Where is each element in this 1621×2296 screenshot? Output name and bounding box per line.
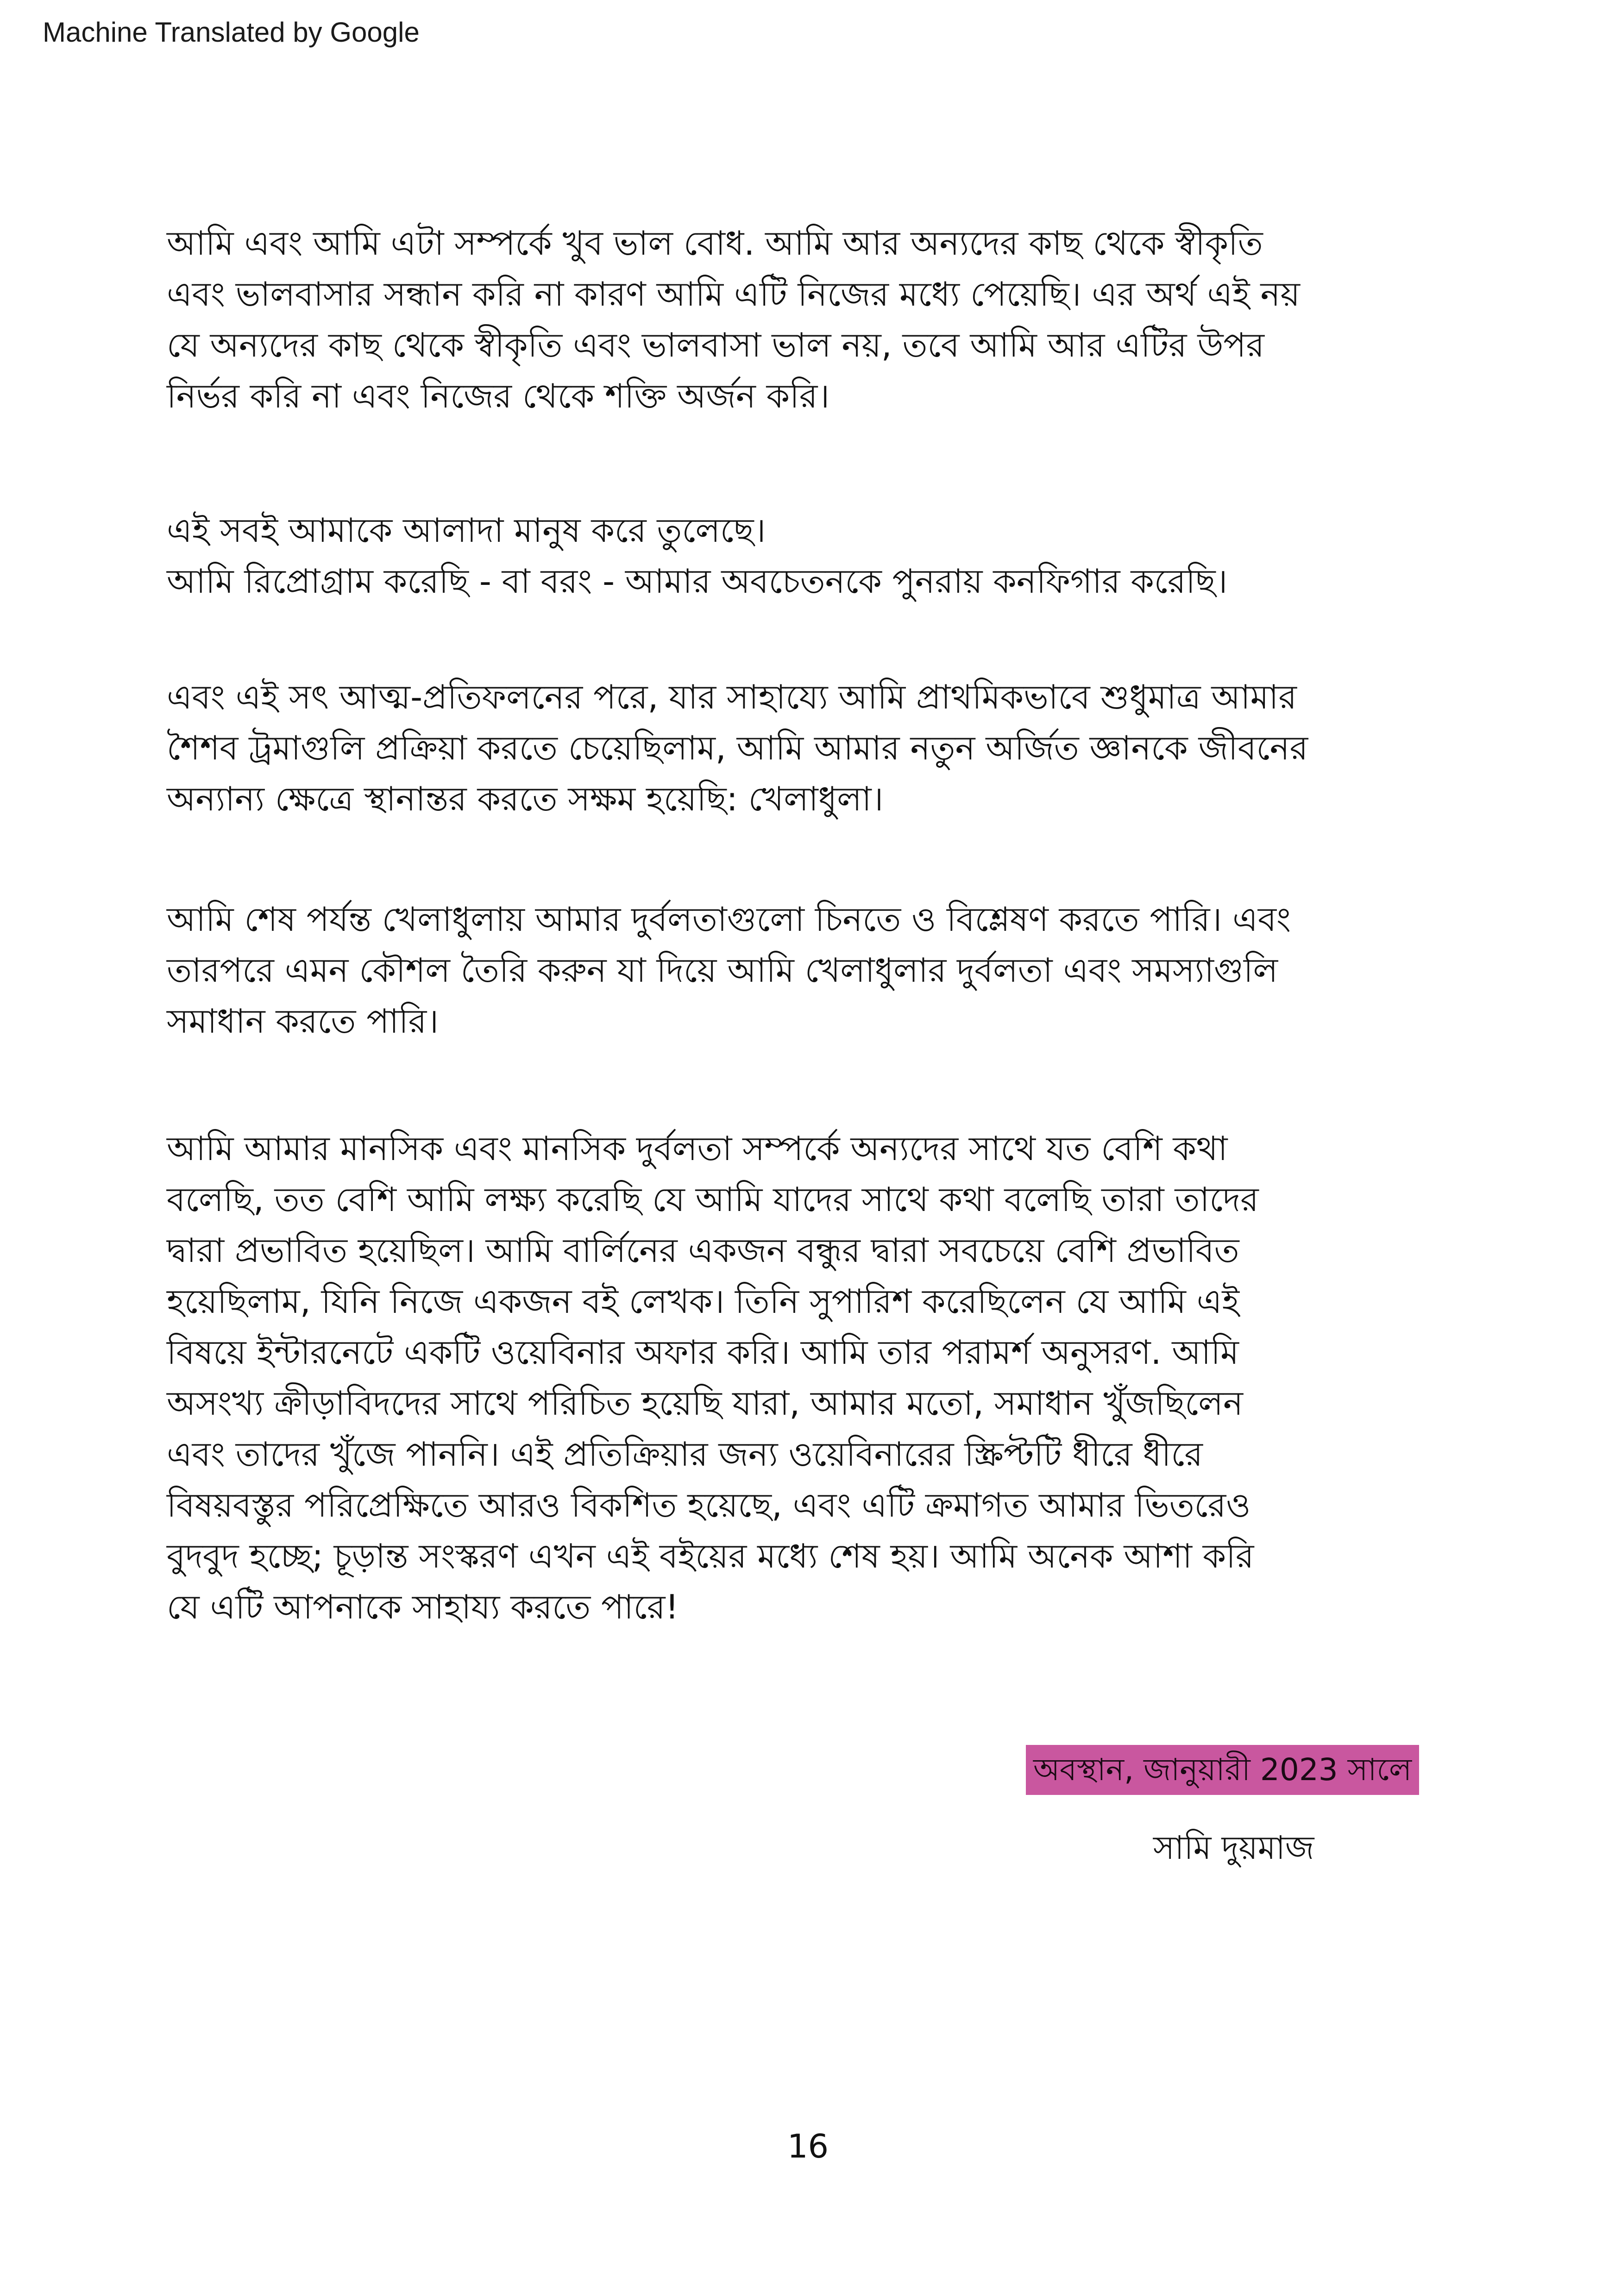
- paragraph-line: আমি আমার মানসিক এবং মানসিক দুর্বলতা সম্পর্কে অন্যদের সাথে যত বেশি কথা: [167, 1129, 1228, 1168]
- paragraph-line: এই সবই আমাকে আলাদা মানুষ করে তুলেছে।: [167, 511, 766, 550]
- paragraph-4: [167, 894, 1291, 1047]
- paragraph-line: আমি এবং আমি এটা সম্পর্কে খুব ভাল বোধ. আমি আর অন্যদের কাছ থেকে স্বীকৃতি: [167, 224, 1263, 263]
- paragraph-line: তারপরে এমন কৌশল তৈরি করুন যা দিয়ে আমি খেলাধুলার দুর্বলতা এবং সমস্যাগুলি: [167, 951, 1278, 990]
- paragraph-line: বিষয়ে ইন্টারনেটে একটি ওয়েবিনার অফার করি। আমি তার পরামর্শ অনুসরণ. আমি: [167, 1333, 1239, 1372]
- paragraph-line: বুদবুদ হচ্ছে; চূড়ান্ত সংস্করণ এখন এই বইয়ের মধ্যে শেষ হয়। আমি অনেক আশা করি: [167, 1537, 1254, 1575]
- paragraph-line: যে অন্যদের কাছ থেকে স্বীকৃতি এবং ভালবাসা ভাল নয়, তবে আমি আর এটির উপর: [167, 326, 1265, 364]
- paragraph-line: দ্বারা প্রভাবিত হয়েছিল। আমি বার্লিনের একজন বন্ধুর দ্বারা সবচেয়ে বেশি প্রভাবিত: [167, 1231, 1239, 1270]
- paragraph-line: শৈশব ট্রমাগুলি প্রক্রিয়া করতে চেয়েছিলাম, আমি আমার নতুন অর্জিত জ্ঞানকে জীবনের: [167, 728, 1308, 767]
- paragraph-line: এবং ভালবাসার সন্ধান করি না কারণ আমি এটি নিজের মধ্যে পেয়েছি। এর অর্থ এই নয়: [167, 275, 1300, 314]
- paragraph-3: [167, 671, 1308, 824]
- page-number: 16: [787, 2127, 829, 2165]
- author-signature: সামি দুয়মাজ: [1153, 1829, 1314, 1867]
- paragraph-line: আমি শেষ পর্যন্ত খেলাধুলায় আমার দুর্বলতাগুলো চিনতে ও বিশ্লেষণ করতে পারি। এবং: [167, 900, 1291, 939]
- paragraph-line: অন্যান্য ক্ষেত্রে স্থানান্তর করতে সক্ষম হয়েছি: খেলাধুলা।: [167, 779, 884, 818]
- paragraph-line: সমাধান করতে পারি।: [167, 1002, 439, 1041]
- paragraph-5: [167, 1123, 1259, 1632]
- paragraph-line: এবং তাদের খুঁজে পাননি। এই প্রতিক্রিয়ার জন্য ওয়েবিনারের স্ক্রিপ্টটি ধীরে ধীরে: [167, 1435, 1203, 1474]
- paragraph-line: আমি রিপ্রোগ্রাম করেছি - বা বরং - আমার অবচেতনকে পুনরায় কনফিগার করেছি।: [167, 562, 1228, 601]
- paragraph-1: [167, 218, 1300, 421]
- paragraph-line: এবং এই সৎ আত্ম-প্রতিফলনের পরে, যার সাহায্যে আমি প্রাথমিকভাবে শুধুমাত্র আমার: [167, 678, 1297, 716]
- paragraph-line: হয়েছিলাম, যিনি নিজে একজন বই লেখক। তিনি সুপারিশ করেছিলেন যে আমি এই: [167, 1282, 1239, 1321]
- paragraph-line: বলেছি, তত বেশি আমি লক্ষ্য করেছি যে আমি যাদের সাথে কথা বলেছি তারা তাদের: [167, 1180, 1259, 1219]
- paragraph-line: নির্ভর করি না এবং নিজের থেকে শক্তি অর্জন করি।: [167, 376, 830, 415]
- machine-translation-banner: Machine Translated by Google: [43, 17, 420, 48]
- location-date-highlight: অবস্থান, জানুয়ারী 2023 সালে: [1026, 1745, 1419, 1795]
- paragraph-line: অসংখ্য ক্রীড়াবিদদের সাথে পরিচিত হয়েছি যারা, আমার মতো, সমাধান খুঁজছিলেন: [167, 1384, 1243, 1423]
- paragraph-line: যে এটি আপনাকে সাহায্য করতে পারে!: [167, 1587, 679, 1626]
- paragraph-line: বিষয়বস্তুর পরিপ্রেক্ষিতে আরও বিকশিত হয়েছে, এবং এটি ক্রমাগত আমার ভিতরেও: [167, 1486, 1251, 1524]
- paragraph-2: [167, 505, 1227, 607]
